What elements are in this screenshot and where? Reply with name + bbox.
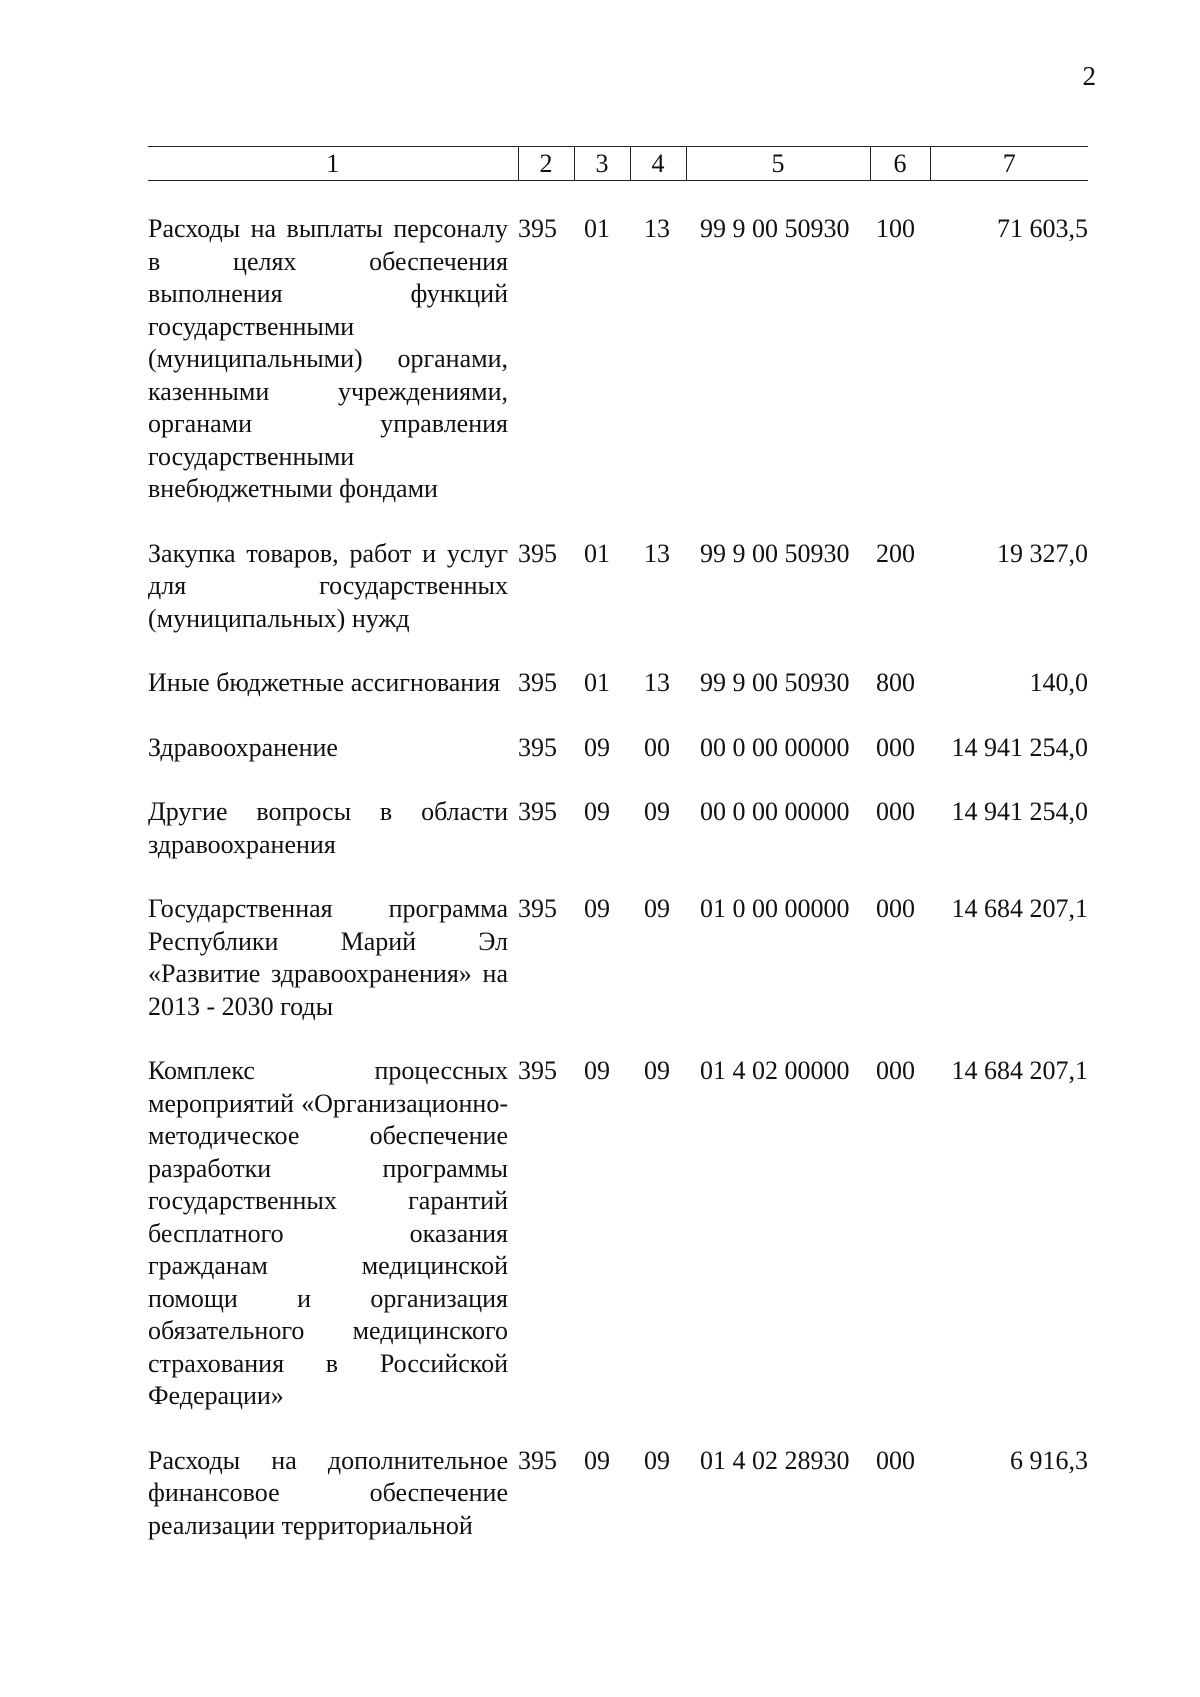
target-article-code: 99 9 00 50930 <box>700 538 850 568</box>
grbs-code: 395 <box>518 894 557 923</box>
target-article-code: 99 9 00 50930 <box>700 214 850 243</box>
expense-type-code: 000 <box>876 894 915 923</box>
subsection-code: 13 <box>644 668 670 697</box>
expense-type-code: 200 <box>876 538 915 568</box>
subsection-code: 09 <box>644 1056 670 1085</box>
grbs-code: 395 <box>518 538 557 568</box>
target-article-code: 00 0 00 00000 <box>700 797 850 826</box>
section-code: 09 <box>584 1056 610 1085</box>
expense-name: Другие вопросы в области здравоохранения <box>148 797 508 859</box>
header-row <box>148 147 1088 181</box>
column-header-6: 6 <box>870 147 930 181</box>
grbs-code: 395 <box>518 732 557 762</box>
subsection-code: 13 <box>644 214 670 243</box>
row-spacer <box>148 1413 1088 1445</box>
amount: 14 941 254,0 <box>951 797 1088 826</box>
amount: 14 684 207,1 <box>951 894 1088 923</box>
table-row <box>148 796 1088 861</box>
expense-name: Здравоохранение <box>148 732 338 762</box>
table-row <box>148 732 1088 765</box>
section-code: 01 <box>584 668 610 697</box>
column-header-1: 1 <box>148 147 518 181</box>
page-number: 2 <box>1082 61 1096 91</box>
column-header-3: 3 <box>574 147 630 181</box>
expense-type-code: 000 <box>876 1445 915 1475</box>
subsection-code: 00 <box>644 732 670 762</box>
amount: 6 916,3 <box>1010 1445 1088 1475</box>
grbs-code: 395 <box>518 797 557 826</box>
expense-name: Иные бюджетные ассигнования <box>148 668 501 697</box>
grbs-code: 395 <box>518 214 557 243</box>
table-body <box>148 181 1088 1543</box>
grbs-code: 395 <box>518 1056 557 1085</box>
table-row <box>148 667 1088 700</box>
section-code: 09 <box>584 732 610 762</box>
row-spacer <box>148 764 1088 796</box>
row-spacer <box>148 506 1088 538</box>
column-header-2: 2 <box>518 147 574 181</box>
target-article-code: 01 4 02 00000 <box>700 1056 850 1085</box>
column-header-4: 4 <box>630 147 686 181</box>
amount: 14 684 207,1 <box>951 1056 1088 1085</box>
expense-type-code: 800 <box>876 668 915 697</box>
expense-name: Закупка товаров, работ и услуг для государственных (муниципальных) нужд <box>148 538 508 633</box>
amount: 14 941 254,0 <box>951 732 1088 762</box>
expense-name: Государственная программа Республики Марий Эл «Развитие здравоохранения» на 2013 - 2030 годы <box>148 894 508 1021</box>
table-header <box>148 147 1088 181</box>
target-article-code: 00 0 00 00000 <box>700 732 850 762</box>
column-header-7: 7 <box>930 147 1088 181</box>
subsection-code: 09 <box>644 797 670 826</box>
amount: 71 603,5 <box>997 214 1088 243</box>
target-article-code: 01 4 02 28930 <box>700 1445 850 1475</box>
row-spacer <box>148 700 1088 732</box>
table-row <box>148 538 1088 636</box>
expense-type-code: 100 <box>876 214 915 243</box>
table-row <box>148 213 1088 506</box>
section-code: 09 <box>584 797 610 826</box>
row-spacer <box>148 1023 1088 1055</box>
expense-type-code: 000 <box>876 732 915 762</box>
table-row <box>148 893 1088 1023</box>
table-row <box>148 1445 1088 1543</box>
row-spacer <box>148 181 1088 214</box>
grbs-code: 395 <box>518 1445 557 1475</box>
row-spacer <box>148 861 1088 893</box>
subsection-code: 09 <box>644 894 670 923</box>
subsection-code: 09 <box>644 1445 670 1475</box>
expense-type-code: 000 <box>876 1056 915 1085</box>
section-code: 09 <box>584 894 610 923</box>
table-row <box>148 1055 1088 1413</box>
amount: 19 327,0 <box>997 538 1088 568</box>
expense-type-code: 000 <box>876 797 915 826</box>
budget-table <box>148 146 1088 1542</box>
section-code: 09 <box>584 1445 610 1475</box>
subsection-code: 13 <box>644 538 670 568</box>
amount: 140,0 <box>1029 668 1088 697</box>
expense-name: Расходы на дополнительное финансовое обеспечение реализации территориальной <box>148 1445 508 1540</box>
grbs-code: 395 <box>518 668 557 697</box>
target-article-code: 01 0 00 00000 <box>700 894 850 923</box>
section-code: 01 <box>584 538 610 568</box>
row-spacer <box>148 635 1088 667</box>
column-header-5: 5 <box>686 147 870 181</box>
expense-name: Комплекс процессных мероприятий «Организационно-методическое обеспечение разработки программы государственных гарантий бесплатного оказания гражданам медицинской помощи и организация обязательного медицинского страхования в Российской Федерации» <box>148 1056 508 1410</box>
expense-name: Расходы на выплаты персоналу в целях обеспечения выполнения функций государственными (муниципальными) органами, казенными учреждениями, органами управления государственными внебюджетными фондами <box>148 214 508 503</box>
target-article-code: 99 9 00 50930 <box>700 668 850 697</box>
section-code: 01 <box>584 214 610 243</box>
